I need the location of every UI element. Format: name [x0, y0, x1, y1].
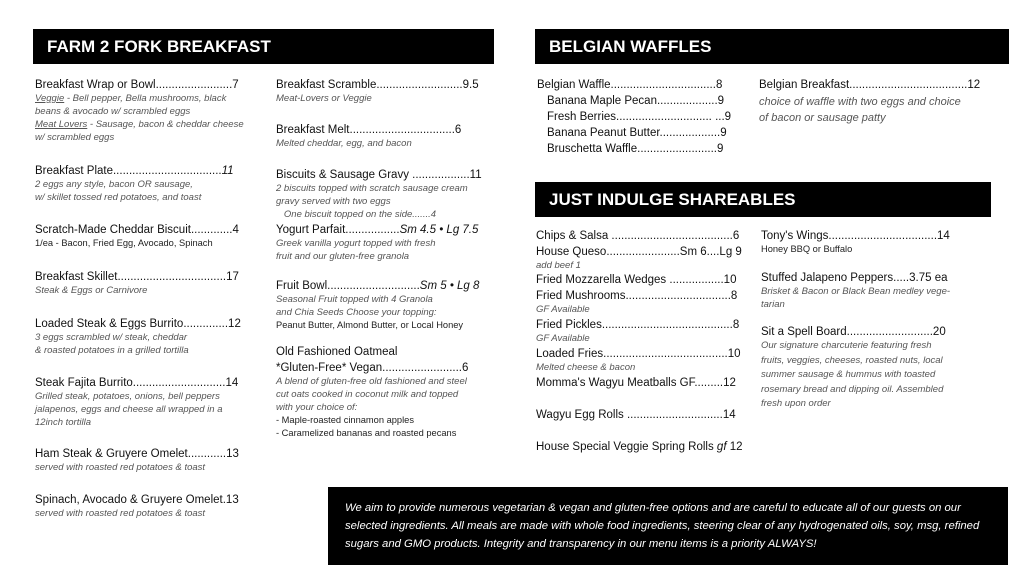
item-title: Breakfast Melt.................................6: [276, 124, 462, 136]
menu-item: [35, 317, 267, 357]
item-options: Honey BBQ or Buffalo: [761, 244, 853, 254]
shareable-item: House Queso.......................Sm 6....Lg 9: [536, 246, 742, 258]
menu-item: [35, 376, 267, 429]
desc-text: - Bell pepper, Bella mushrooms, black: [64, 93, 227, 104]
farm-2-fork-breakfast-header: FARM 2 FORK BREAKFAST: [33, 29, 494, 64]
waffle-item: Belgian Waffle.................................8: [537, 79, 723, 91]
item-desc: and Chia Seeds Choose your topping:: [276, 307, 437, 318]
menu-item: [35, 78, 267, 144]
shareable-item: Chips & Salsa ......................................6: [536, 230, 740, 242]
menu-item: [35, 493, 267, 520]
item-title-line-2: *Gluten-Free* Vegan.........................6: [276, 362, 469, 374]
shareable-item: Wagyu Egg Rolls ..............................14: [536, 409, 736, 421]
item-desc: gravy served with two eggs: [276, 196, 391, 207]
item-title: Old Fashioned Oatmeal: [276, 346, 398, 358]
item-desc: with your choice of:: [276, 402, 358, 413]
belgian-waffles-header: BELGIAN WAFFLES: [535, 29, 1009, 64]
item-desc: Seasonal Fruit topped with 4 Granola: [276, 294, 433, 305]
item-title: Breakfast Skillet..................................17: [35, 271, 239, 283]
desc-text: - Sausage, bacon & cheddar cheese: [87, 119, 244, 130]
item-desc: [35, 92, 267, 105]
item-desc: w/ scrambled eggs: [35, 132, 115, 143]
item-desc: summer sausage & hummus with toasted: [761, 369, 936, 380]
item-desc: fruit and our gluten-free granola: [276, 251, 410, 262]
item-desc: & roasted potatoes in a grilled tortilla: [35, 345, 189, 356]
waffle-item: Belgian Breakfast.....................................12: [759, 79, 981, 91]
item-title: [276, 223, 491, 237]
breakfast-left-column: [35, 78, 267, 520]
item-title: Steak Fajita Burrito.............................14: [35, 377, 239, 389]
menu-item: [35, 223, 267, 250]
item-price: 12: [726, 441, 743, 453]
item-desc: A blend of gluten-free old fashioned and steel: [276, 376, 467, 387]
ingredients-note-text: We aim to provide numerous vegetarian & vegan and gluten-free options and are careful to educate all of our guests on our selected ingredients. All meals are made with whole food ingredients, steering clear of any hydrogenated oils, soy, msg, refined sugars and GMO products. Integrity and transparency in our menu items is a priority ALWAYS!: [345, 502, 980, 550]
menu-item: [35, 447, 267, 474]
item-desc: Meat-Lovers or Veggie: [276, 93, 372, 104]
shareable-item: Momma's Wagyu Meatballs GF.........12: [536, 377, 736, 389]
item-options: - Maple-roasted cinnamon apples: [276, 415, 414, 425]
shareable-item: Loaded Fries.......................................10: [536, 348, 741, 360]
item-desc: tarian: [761, 299, 785, 310]
waffle-item: Banana Peanut Butter...................9: [547, 127, 727, 139]
desc-label: Veggie: [35, 93, 65, 104]
item-desc: rosemary bread and dipping oil. Assembled: [761, 383, 944, 395]
shareable-item: Fried Pickles.........................................8: [536, 319, 740, 331]
item-title-text: Breakfast Plate..................................: [35, 165, 222, 177]
indulge-right-column: [761, 229, 991, 412]
item-desc: beans & avocado w/ scrambled eggs: [35, 106, 191, 117]
item-desc: fruits, veggies, cheeses, roasted nuts, local: [761, 354, 943, 366]
item-price: 11: [221, 165, 234, 177]
item-desc: Grilled steak, potatoes, onions, bell peppers: [35, 391, 220, 402]
menu-item: [276, 223, 491, 263]
item-options: 1/ea - Bacon, Fried Egg, Avocado, Spinach: [35, 238, 213, 248]
item-desc: GF Available: [536, 304, 590, 315]
shareable-item: [536, 440, 751, 454]
item-desc: served with roasted red potatoes & toast: [35, 462, 206, 473]
waffles-right-column: [759, 78, 1009, 126]
menu-item: [276, 279, 491, 332]
menu-item: [276, 168, 491, 221]
indulge-left-column: [536, 229, 751, 454]
item-desc: cut oats cooked in coconut milk and topped: [276, 389, 459, 400]
shareable-item: Stuffed Jalapeno Peppers.....3.75 ea: [761, 272, 948, 284]
just-indulge-shareables-header: JUST INDULGE SHAREABLES: [535, 182, 991, 217]
desc-label: Meat Lovers: [35, 119, 88, 130]
shareable-item: Fried Mushrooms.................................8: [536, 290, 738, 302]
item-options: Peanut Butter, Almond Butter, or Local Honey: [276, 320, 464, 330]
item-title: Biscuits & Sausage Gravy ..................11: [276, 169, 482, 181]
item-title: Loaded Steak & Eggs Burrito..............12: [35, 318, 241, 330]
shareable-item: Sit a Spell Board...........................20: [761, 326, 946, 338]
item-desc: jalapenos, eggs and cheese all wrapped in a: [35, 404, 223, 415]
item-desc: of bacon or sausage patty: [759, 112, 886, 124]
item-desc: 12inch tortilla: [35, 417, 91, 428]
item-title: Ham Steak & Gruyere Omelet............13: [35, 448, 239, 460]
item-desc: Melted cheddar, egg, and bacon: [276, 138, 412, 149]
breakfast-middle-column: [276, 78, 491, 440]
item-title: [35, 164, 267, 178]
item-desc: served with roasted red potatoes & toast: [35, 508, 206, 519]
item-desc: [35, 118, 267, 131]
item-desc: GF Available: [536, 333, 590, 344]
item-desc: 2 biscuits topped with scratch sausage cream: [276, 183, 468, 194]
item-desc: Greek vanilla yogurt topped with fresh: [276, 238, 436, 249]
waffle-item: Fresh Berries.............................. ...9: [547, 111, 732, 123]
item-title: Breakfast Wrap or Bowl........................7: [35, 79, 239, 91]
item-price: Sm 5 • Lg 8: [419, 280, 480, 292]
item-desc: 2 eggs any style, bacon OR sausage,: [35, 179, 193, 190]
item-title: Scratch-Made Cheddar Biscuit.............4: [35, 224, 239, 236]
menu-item: [276, 123, 491, 150]
item-desc: w/ skillet tossed red potatoes, and toast: [35, 192, 202, 203]
waffle-item: Banana Maple Pecan...................9: [547, 95, 725, 107]
menu-item: [276, 345, 491, 440]
item-title-text: Fruit Bowl.............................: [276, 280, 420, 292]
item-title-text: Yogurt Parfait.................: [276, 224, 400, 236]
item-options: - Caramelized bananas and roasted pecans: [276, 428, 457, 438]
item-desc: Our signature charcuterie featuring fresh: [761, 340, 932, 351]
item-desc: add beef 1: [536, 260, 581, 271]
waffle-item: Bruschetta Waffle.........................9: [547, 143, 724, 155]
gf-mark: gf: [716, 441, 727, 453]
item-desc: Steak & Eggs or Carnivore: [35, 285, 148, 296]
shareable-item: Fried Mozzarella Wedges .................10: [536, 274, 737, 286]
waffles-left-column: [537, 77, 737, 157]
menu-item: [35, 164, 267, 204]
item-desc: fresh upon order: [761, 398, 831, 409]
item-title-text: House Special Veggie Spring Rolls: [536, 441, 714, 453]
item-desc: Melted cheese & bacon: [536, 362, 636, 373]
item-title: [276, 279, 491, 293]
ingredients-note-box: [328, 487, 1008, 565]
item-title: Spinach, Avocado & Gruyere Omelet.13: [35, 494, 239, 506]
item-desc: 3 eggs scrambled w/ steak, cheddar: [35, 332, 188, 343]
item-price: Sm 4.5 • Lg 7.5: [399, 224, 479, 236]
item-desc: choice of waffle with two eggs and choice: [759, 96, 961, 108]
item-desc: Brisket & Bacon or Black Bean medley vege-: [761, 286, 951, 297]
menu-item: [35, 270, 267, 297]
item-desc: One biscuit topped on the side.......4: [276, 209, 437, 220]
item-title: Breakfast Scramble...........................9.5: [276, 79, 479, 91]
menu-item: [276, 78, 491, 105]
shareable-item: Tony's Wings..................................14: [761, 230, 950, 242]
